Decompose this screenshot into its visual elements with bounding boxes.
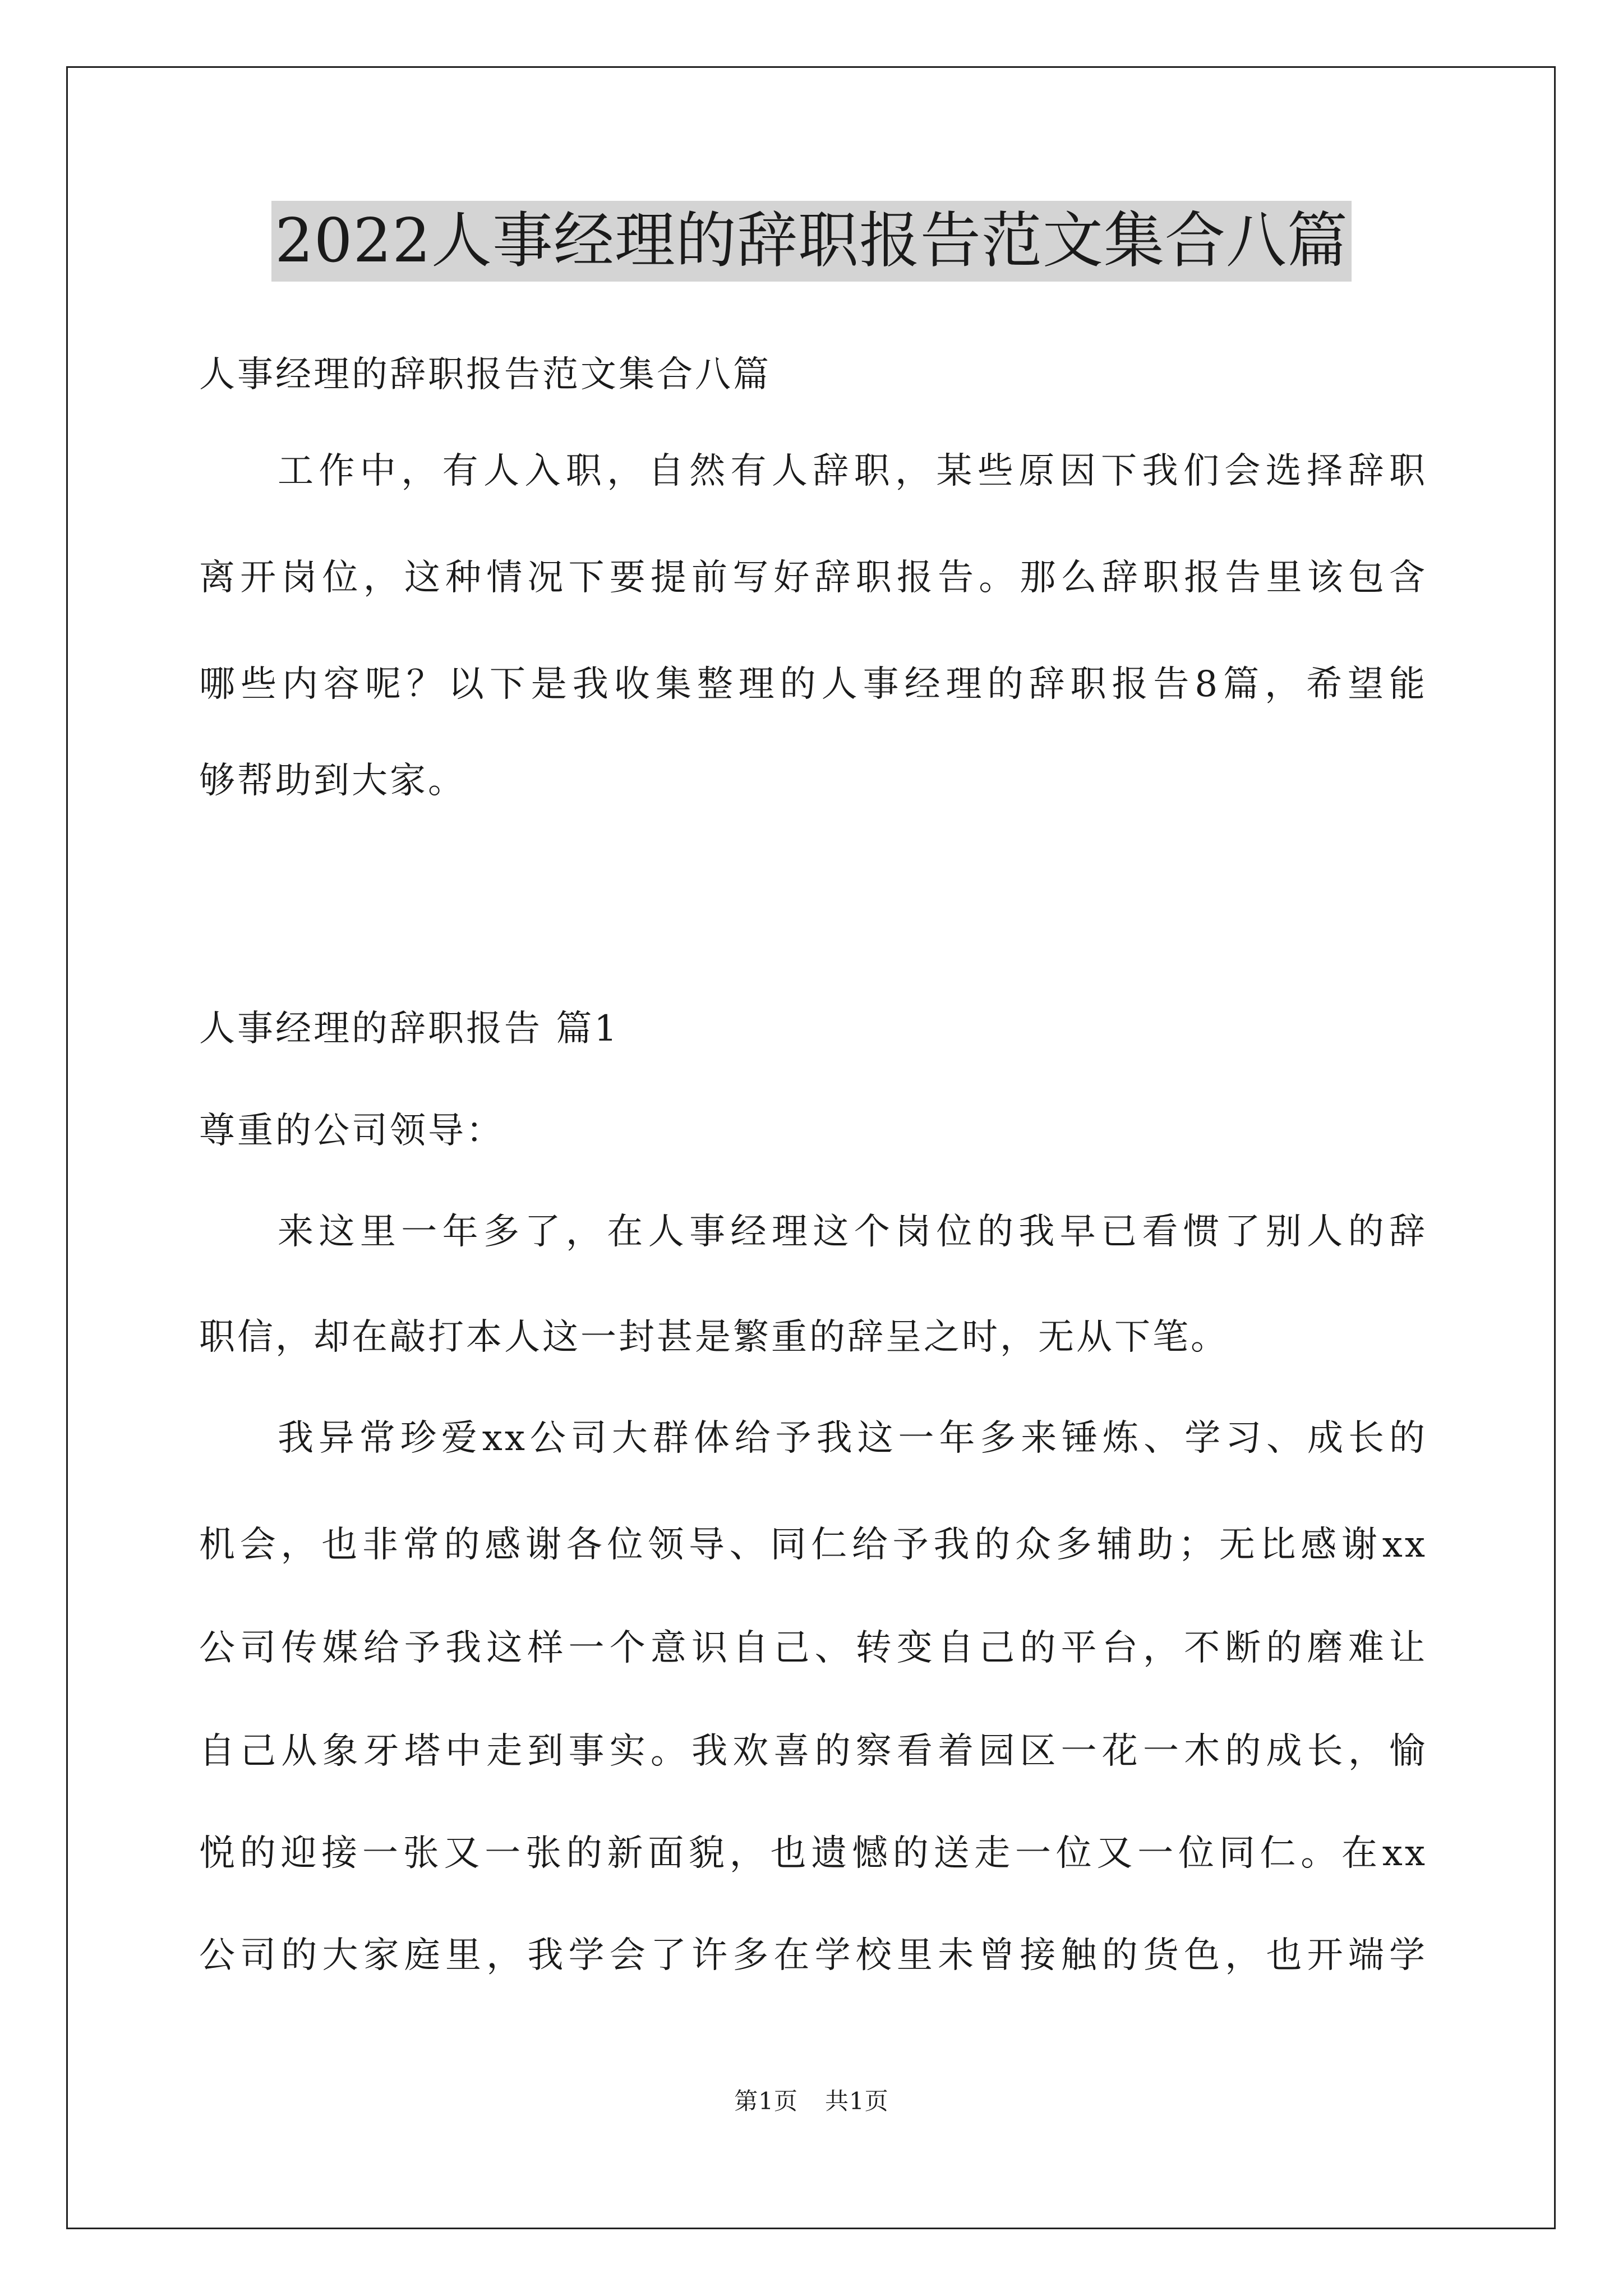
paragraph-line: 自己从象牙塔中走到事实。我欢喜的察看着园区一花一木的成长，愉	[199, 1731, 1427, 1772]
paragraph-line: 够帮助到大家。	[199, 760, 466, 802]
section-heading: 人事经理的辞职报告 篇1	[199, 1008, 620, 1050]
paragraph-line: 职信，却在敲打本人这一封甚是繁重的辞呈之时，无从下笔。	[199, 1317, 1229, 1358]
paragraph-line: 工作中，有人入职，自然有人辞职，某些原因下我们会选择辞职	[278, 450, 1427, 492]
document-title: 2022人事经理的辞职报告范文集合八篇	[271, 201, 1352, 282]
paragraph-line: 来这里一年多了，在人事经理这个岗位的我早已看惯了别人的辞	[278, 1211, 1427, 1253]
salutation: 尊重的公司领导：	[199, 1110, 504, 1152]
paragraph-line: 离开岗位，这种情况下要提前写好辞职报告。那么辞职报告里该包含	[199, 557, 1427, 599]
paragraph-line: 我异常珍爱xx公司大群体给予我这一年多来锤炼、学习、成长的	[278, 1418, 1427, 1459]
page-total: 共1页	[825, 2087, 889, 2115]
paragraph-line: 公司的大家庭里，我学会了许多在学校里未曾接触的货色，也开端学	[199, 1935, 1427, 1976]
page-number: 第1页	[734, 2087, 798, 2115]
paragraph-line: 机会，也非常的感谢各位领导、同仁给予我的众多辅助；无比感谢xx	[199, 1524, 1427, 1566]
paragraph-line: 哪些内容呢？以下是我收集整理的人事经理的辞职报告8篇，希望能	[199, 664, 1427, 705]
document-subtitle: 人事经理的辞职报告范文集合八篇	[199, 354, 771, 395]
page-footer	[0, 2086, 1623, 2117]
title-wrap	[0, 201, 1623, 282]
paragraph-line: 公司传媒给予我这样一个意识自己、转变自己的平台，不断的磨难让	[199, 1627, 1427, 1669]
paragraph-line: 悦的迎接一张又一张的新面貌，也遗憾的送走一位又一位同仁。在xx	[199, 1833, 1427, 1874]
